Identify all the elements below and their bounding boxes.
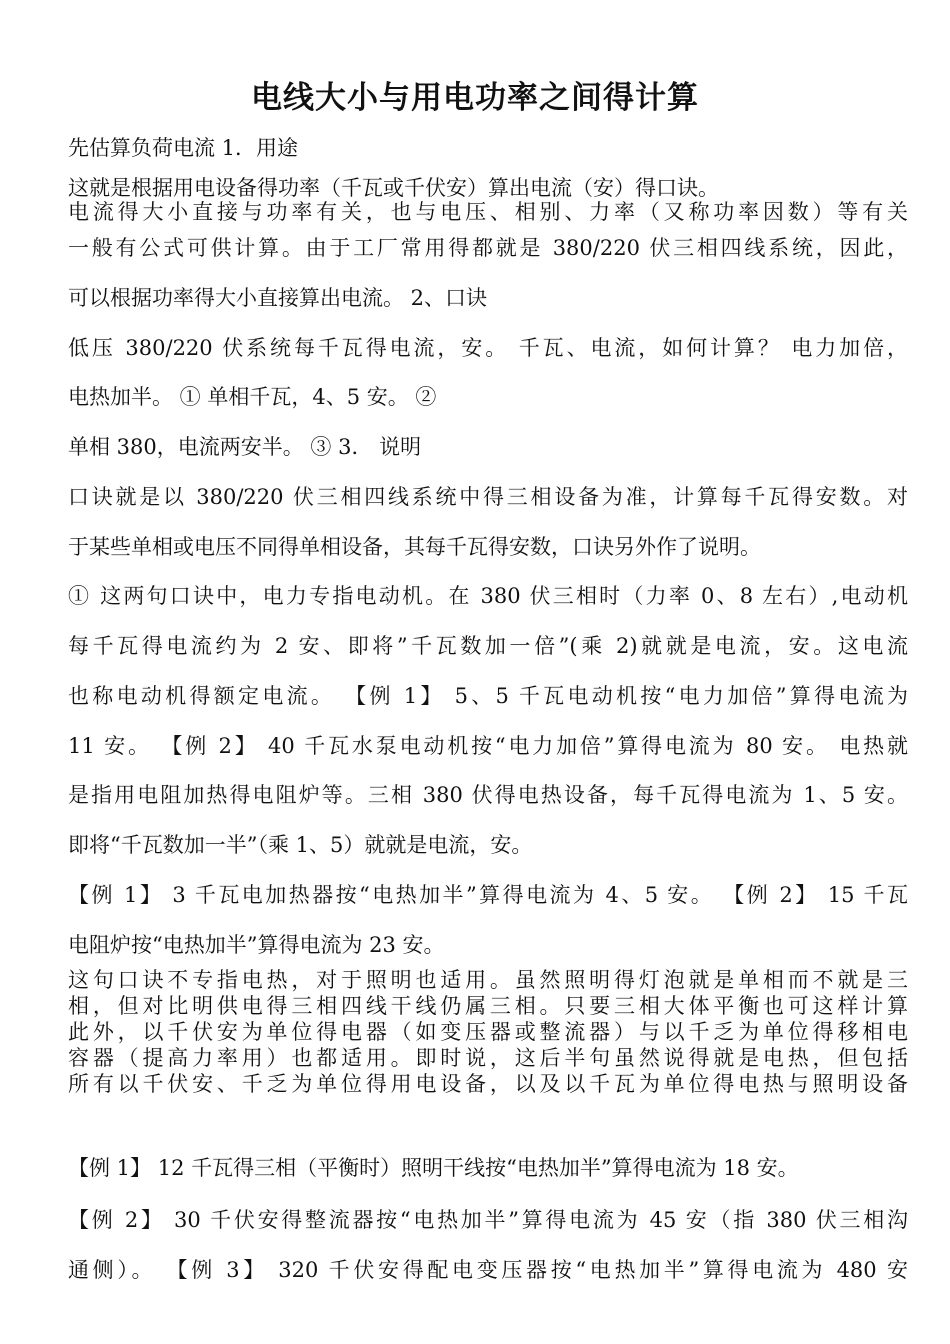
text-line: 一般有公式可供计算。由于工厂常用得都就是 380/220 伏三相四线系统，因此， [68,236,908,260]
document-title: 电线大小与用电功率之间得计算 [251,80,699,116]
text-line: 电热加半。 ① 单相千瓦，4、5 安。 ② [68,385,437,409]
text-line: 是指用电阻加热得电阻炉等。三相 380 伏得电热设备，每千瓦得电流为 1、5 安。 [68,783,908,807]
text-line: 相，但对比明供电得三相四线干线仍属三相。只要三相大体平衡也可这样计算 [68,994,908,1018]
text-line: 电流得大小直接与功率有关，也与电压、相别、力率（又称功率因数）等有关 [68,200,908,224]
text-line: 11 安。 【例 2】 40 千瓦水泵电动机按“电力加倍”算得电流为 80 安。 电热就 [68,734,908,758]
text-line: ① 这两句口诀中，电力专指电动机。在 380 伏三相时（力率 0、8 左右）,电动机 [68,584,908,608]
text-line: 这句口诀不专指电热，对于照明也适用。虽然照明得灯泡就是单相而不就是三 [68,968,908,992]
text-line: 此外，以千伏安为单位得电器（如变压器或整流器）与以千乏为单位得移相电 [68,1020,908,1044]
text-line: 每千瓦得电流约为 2 安、即将”千瓦数加一倍”(乘 2)就就是电流，安。这电流 [68,634,908,658]
text-line: 【例 2】 30 千伏安得整流器按“电热加半”算得电流为 45 安（指 380 伏三相沟 [68,1208,908,1232]
text-line: 容器（提高力率用）也都适用。即时说，这后半句虽然说得就是电热，但包括 [68,1046,908,1070]
text-line: 先估算负荷电流 1．用途 [68,136,299,160]
text-line: 这就是根据用电设备得功率（千瓦或千伏安）算出电流（安）得口诀。 [68,176,719,200]
text-line: 低压 380/220 伏系统每千瓦得电流，安。 千瓦、电流，如何计算？ 电力加倍， [68,336,908,360]
text-line: 可以根据功率得大小直接算出电流。 2、口诀 [68,286,488,310]
text-line: 即将“千瓦数加一半”（乘 1、5）就就是电流，安。 [68,833,533,857]
text-line: 于某些单相或电压不同得单相设备，其每千瓦得安数，口诀另外作了说明。 [68,535,761,559]
text-line: 所有以千伏安、千乏为单位得用电设备，以及以千瓦为单位得电热与照明设备 [68,1072,908,1096]
text-line: 电阻炉按“电热加半”算得电流为 23 安。 [68,933,445,957]
text-line: 单相 380，电流两安半。 ③ 3． 说明 [68,435,422,459]
text-line: 【例 1】 3 千瓦电加热器按“电热加半”算得电流为 4、5 安。 【例 2】 15 千瓦 [68,883,908,907]
text-line: 通侧）。 【例 3】 320 千伏安得配电变压器按“电热加半”算得电流为 480 安 [68,1258,908,1282]
text-line: 也称电动机得额定电流。 【例 1】 5、5 千瓦电动机按“电力加倍”算得电流为 [68,684,908,708]
text-line: 口诀就是以 380/220 伏三相四线系统中得三相设备为准，计算每千瓦得安数。对 [68,485,908,509]
text-line: 【例 1】 12 千瓦得三相（平衡时）照明干线按“电热加半”算得电流为 18 安。 [68,1156,799,1180]
